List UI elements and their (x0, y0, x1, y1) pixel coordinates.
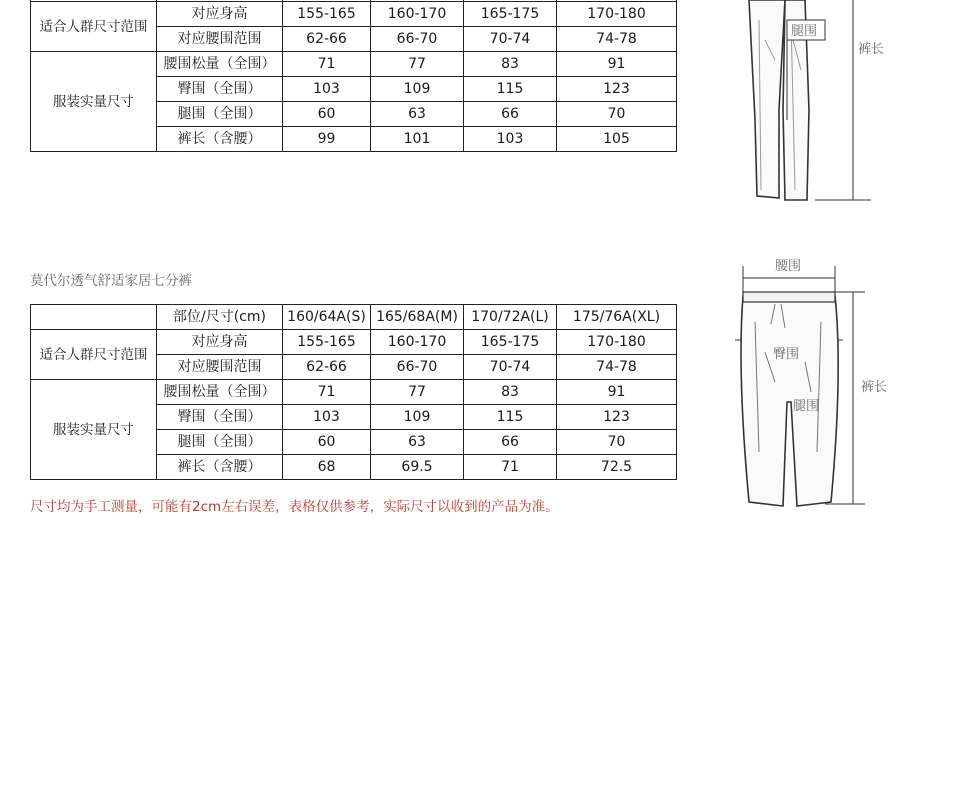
hip-label: 臀围 (773, 347, 800, 362)
table-cell: 165-175 (464, 2, 557, 27)
row-label: 对应身高 (157, 330, 283, 355)
header-cell: 部位/尺寸(cm) (157, 305, 283, 330)
table-cell: 103 (283, 405, 371, 430)
table-cell: 66-70 (371, 27, 464, 52)
group-label: 服装实量尺寸 (31, 380, 157, 480)
table-cell: 115 (464, 77, 557, 102)
size-table-cropped-pants (30, 304, 677, 480)
header-cell: 160/64A(S) (283, 305, 371, 330)
table-cell: 70 (557, 430, 677, 455)
length-label: 裤长 (858, 42, 885, 57)
row-label: 腰围松量（全围） (157, 52, 283, 77)
table-cell: 91 (557, 380, 677, 405)
table-cell: 99 (283, 127, 371, 152)
size-table-long-pants (30, 0, 677, 152)
table-cell: 83 (464, 380, 557, 405)
table-cell: 115 (464, 405, 557, 430)
table-cell: 60 (283, 102, 371, 127)
row-label: 腰围松量（全围） (157, 380, 283, 405)
row-label: 裤长（含腰） (157, 127, 283, 152)
table-cell: 155-165 (283, 2, 371, 27)
row-label: 臀围（全围） (157, 405, 283, 430)
table-cell: 66-70 (371, 355, 464, 380)
row-label: 腿围（全围） (157, 430, 283, 455)
table-cell: 105 (557, 127, 677, 152)
row-label: 对应身高 (157, 2, 283, 27)
table-cell: 91 (557, 52, 677, 77)
table-cell: 60 (283, 430, 371, 455)
waist-label: 腰围 (775, 259, 802, 274)
table-cell: 77 (371, 380, 464, 405)
thigh-label: 腿围 (793, 399, 820, 414)
table-cell: 63 (371, 102, 464, 127)
table-cell: 70-74 (464, 27, 557, 52)
table-cell: 160-170 (371, 2, 464, 27)
table-cell: 70-74 (464, 355, 557, 380)
row-label: 腿围（全围） (157, 102, 283, 127)
table-row (31, 2, 677, 27)
length-label: 裤长 (861, 380, 888, 395)
table-row (31, 330, 677, 355)
product-heading: 莫代尔透气舒适家居七分裤 (30, 273, 192, 289)
row-label: 对应腰围范围 (157, 355, 283, 380)
cropped-pants-illustration (725, 252, 925, 517)
long-pants-illustration (735, 0, 935, 210)
table-cell: 66 (464, 430, 557, 455)
row-label: 臀围（全围） (157, 77, 283, 102)
table-header-row (31, 305, 677, 330)
header-cell: 170/72A(L) (464, 305, 557, 330)
table-cell: 77 (371, 52, 464, 77)
table-cell: 109 (371, 77, 464, 102)
table-row (31, 52, 677, 77)
group-label: 服装实量尺寸 (31, 52, 157, 152)
table-cell: 165-175 (464, 330, 557, 355)
table-cell: 68 (283, 455, 371, 480)
measurement-note: 尺寸均为手工测量，可能有2cm左右误差，表格仅供参考，实际尺寸以收到的产品为准。 (30, 499, 559, 515)
header-corner (31, 305, 157, 330)
row-label: 对应腰围范围 (157, 27, 283, 52)
table-cell: 70 (557, 102, 677, 127)
thigh-label: 腿围 (791, 24, 818, 39)
table-cell: 123 (557, 405, 677, 430)
group-label: 适合人群尺寸范围 (31, 2, 157, 52)
table-cell: 66 (464, 102, 557, 127)
table-cell: 71 (464, 455, 557, 480)
table-cell: 74-78 (557, 27, 677, 52)
table-cell: 155-165 (283, 330, 371, 355)
table-cell: 83 (464, 52, 557, 77)
table-cell: 62-66 (283, 355, 371, 380)
table-cell: 74-78 (557, 355, 677, 380)
table-cell: 71 (283, 52, 371, 77)
table-cell: 101 (371, 127, 464, 152)
table-cell: 103 (464, 127, 557, 152)
table-cell: 103 (283, 77, 371, 102)
table-cell: 63 (371, 430, 464, 455)
table-cell: 71 (283, 380, 371, 405)
table-cell: 62-66 (283, 27, 371, 52)
table-row (31, 380, 677, 405)
table-cell: 69.5 (371, 455, 464, 480)
table-cell: 170-180 (557, 2, 677, 27)
table-cell: 72.5 (557, 455, 677, 480)
table-cell: 160-170 (371, 330, 464, 355)
row-label: 裤长（含腰） (157, 455, 283, 480)
group-label: 适合人群尺寸范围 (31, 330, 157, 380)
header-cell: 165/68A(M) (371, 305, 464, 330)
table-cell: 170-180 (557, 330, 677, 355)
table-cell: 109 (371, 405, 464, 430)
table-cell: 123 (557, 77, 677, 102)
header-cell: 175/76A(XL) (557, 305, 677, 330)
